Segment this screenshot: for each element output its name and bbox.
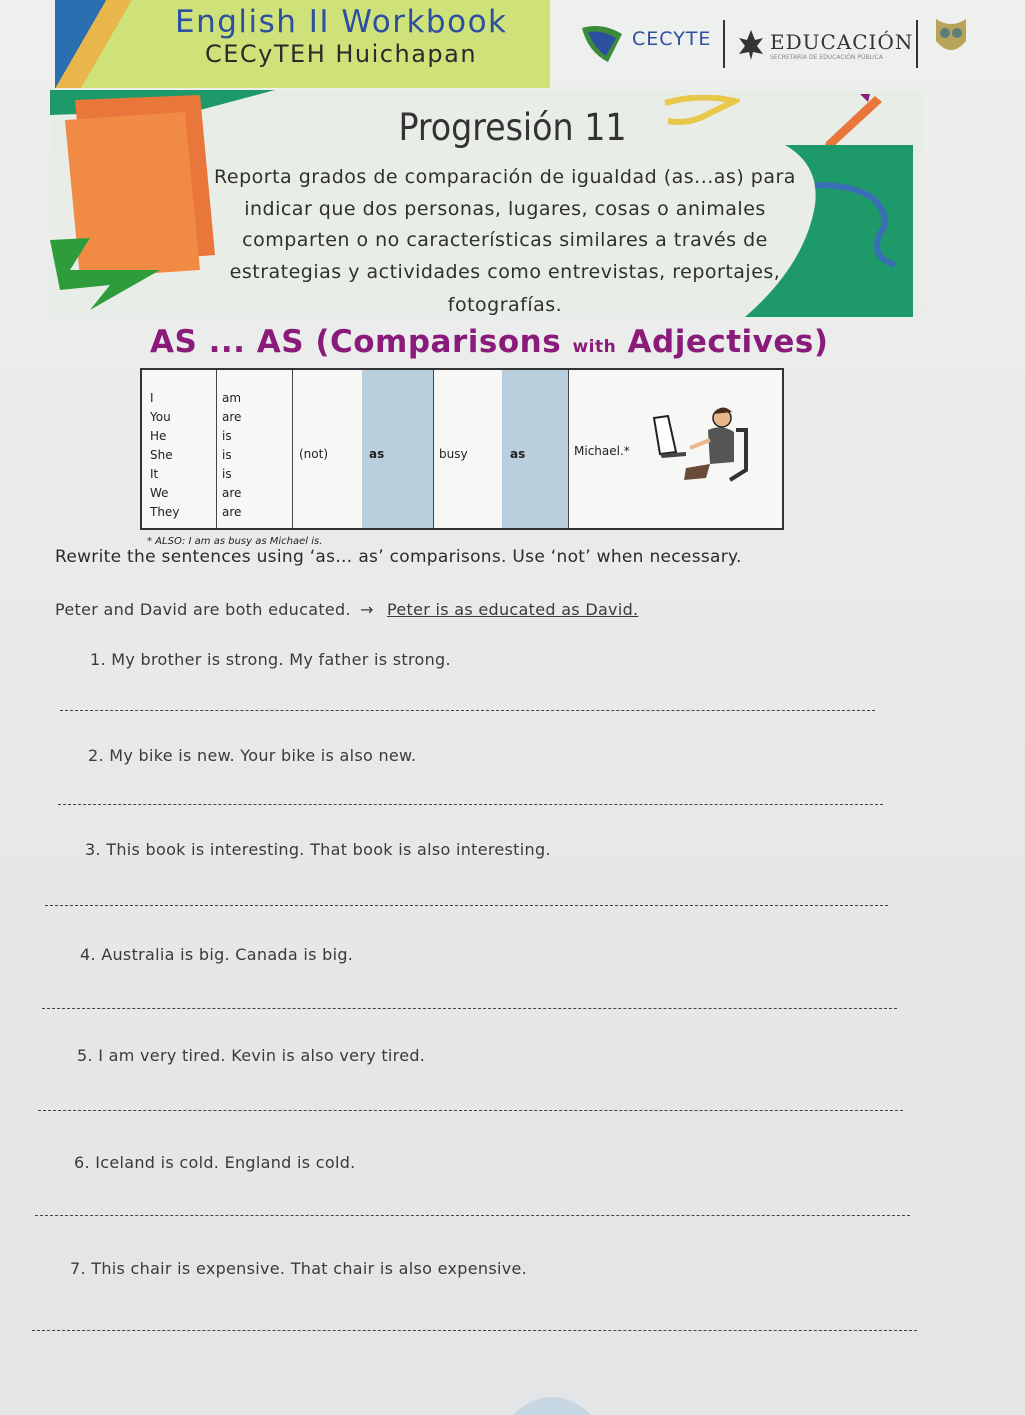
example-prompt: Peter and David are both educated. [55,600,351,619]
subject-cell: It [150,467,159,481]
banner-decoration [55,0,175,88]
cecyte-logo-text: CECYTE [632,28,712,50]
verb-cell: is [222,467,232,481]
subject-cell: I [150,391,154,405]
verb-cell: are [222,486,242,500]
progression-title: Progresión 11 [398,106,627,149]
progression-text-line: comparten o no características similares a través de [242,229,768,251]
exercise-item: 7. This chair is expensive. That chair is also expensive. [70,1259,527,1278]
example-answer: Peter is as educated as David. [387,600,639,619]
progression-text-line: fotografías. [447,294,563,316]
grammar-table [140,368,784,530]
progression-text-line: indicar que dos personas, lugares, cosas o animales [244,198,766,220]
progression-text-line: Reporta grados de comparación de igualdad (as...as) para [214,166,796,188]
exercise-item: 2. My bike is new. Your bike is also new. [88,746,417,765]
progression-text-line: estrategias y actividades como entrevistas, reportajes, [229,261,781,283]
cecyte-logo-icon [578,22,626,64]
owl-logo-icon [932,15,970,57]
not-cell: (not) [299,447,329,461]
answer-line[interactable] [45,905,888,906]
school-name: CECyTEH Huichapan [205,40,478,68]
verb-cell: are [222,505,242,519]
header-divider [723,20,725,68]
section-title-with: with [572,337,617,357]
answer-line[interactable] [60,710,875,711]
subject-cell: They [150,505,180,519]
workbook-title: English II Workbook [175,4,508,40]
exercise-item: 4. Australia is big. Canada is big. [80,945,354,964]
section-title-left: AS ... AS (Comparisons [150,324,573,360]
subject-cell: You [150,410,171,424]
as-cell-2: as [510,447,526,461]
answer-line[interactable] [32,1330,917,1331]
subject-cell: He [150,429,167,443]
answer-line[interactable] [42,1008,897,1009]
as-cell-1: as [369,447,385,461]
verb-cell: is [222,448,232,462]
subject-cell: She [150,448,173,462]
bottom-decoration-icon [512,1385,592,1415]
answer-line[interactable] [38,1110,903,1111]
section-title-right: Adjectives) [616,324,829,360]
exercise-item: 6. Iceland is cold. England is cold. [74,1153,356,1172]
subject-cell: We [150,486,169,500]
man-at-computer-icon [650,400,750,500]
object-cell: Michael.* [574,444,630,458]
verb-cell: are [222,410,242,424]
edu-emblem-icon [737,28,765,62]
also-note: * ALSO: I am as busy as Michael is. [147,536,323,547]
verb-cell: am [222,391,242,405]
exercise-instruction: Rewrite the sentences using ‘as… as’ comparisons. Use ‘not’ when necessary. [55,547,742,567]
answer-line[interactable] [35,1215,910,1216]
arrow-icon: → [360,600,374,619]
verb-cell: is [222,429,232,443]
education-logo-subtext: SECRETARÍA DE EDUCACIÓN PÚBLICA [770,54,883,61]
exercise-item: 1. My brother is strong. My father is strong. [90,650,451,669]
header-divider-2 [916,20,918,68]
adjective-cell: busy [439,447,468,461]
exercise-item: 3. This book is interesting. That book is also interesting. [85,840,551,859]
exercise-item: 5. I am very tired. Kevin is also very tired. [77,1046,426,1065]
education-logo-text: EDUCACIÓN [770,30,914,54]
section-title [150,324,829,360]
answer-line[interactable] [58,804,883,805]
